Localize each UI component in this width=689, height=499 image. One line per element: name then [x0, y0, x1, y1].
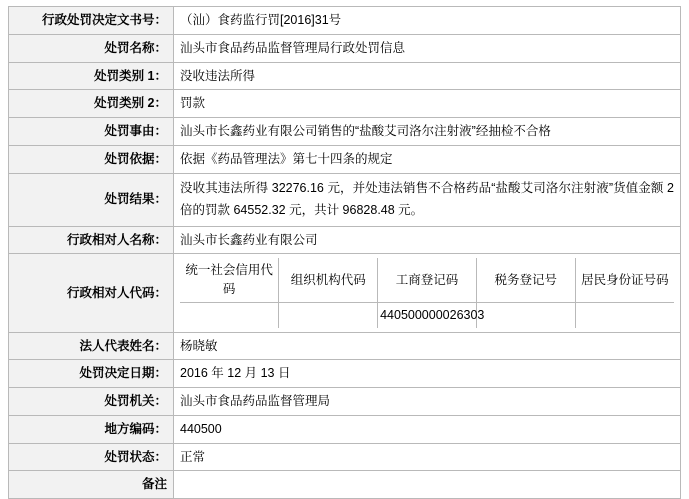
row-value-region-code: 440500	[174, 415, 681, 443]
row-value-penalty-basis: 依据《药品管理法》第七十四条的规定	[174, 145, 681, 173]
row-value-penalty-name: 汕头市食品药品监督管理局行政处罚信息	[174, 34, 681, 62]
penalty-info-table	[8, 6, 681, 499]
codes-value-org-code	[279, 302, 378, 327]
table-row	[9, 471, 681, 499]
table-row	[9, 62, 681, 90]
row-value-legal-rep-name: 杨晓敏	[174, 332, 681, 360]
row-label-penalty-result: 处罚结果：	[9, 173, 174, 226]
codes-header-tax-reg-code: 税务登记号	[476, 258, 575, 302]
row-value-decision-date: 2016 年 12 月 13 日	[174, 360, 681, 388]
row-label-party-codes: 行政相对人代码：	[9, 254, 174, 332]
row-value-penalty-result	[174, 173, 681, 226]
row-label-penalty-status: 处罚状态：	[9, 443, 174, 471]
row-label-decision-date: 处罚决定日期：	[9, 360, 174, 388]
row-value-party-codes	[174, 254, 681, 332]
row-label-party-name: 行政相对人名称：	[9, 226, 174, 254]
row-value-decision-doc-no: （汕）食药监行罚[2016]31号	[174, 7, 681, 35]
row-label-penalty-type-2: 处罚类别 2：	[9, 90, 174, 118]
table-row	[9, 415, 681, 443]
table-row-codes	[9, 254, 681, 332]
row-label-penalty-reason: 处罚事由：	[9, 118, 174, 146]
row-label-penalty-authority: 处罚机关：	[9, 388, 174, 416]
party-codes-table	[180, 258, 674, 327]
table-row	[9, 388, 681, 416]
table-row	[9, 360, 681, 388]
codes-header-org-code: 组织机构代码	[279, 258, 378, 302]
codes-header-row	[180, 258, 674, 302]
row-label-penalty-basis: 处罚依据：	[9, 145, 174, 173]
table-row	[9, 90, 681, 118]
row-value-penalty-status: 正常	[174, 443, 681, 471]
table-row	[9, 226, 681, 254]
codes-value-row	[180, 302, 674, 327]
table-row	[9, 7, 681, 35]
codes-header-business-reg-code: 工商登记码	[378, 258, 477, 302]
row-value-remark	[174, 471, 681, 499]
table-row	[9, 332, 681, 360]
row-label-penalty-name: 处罚名称：	[9, 34, 174, 62]
row-label-decision-doc-no: 行政处罚决定文书号：	[9, 7, 174, 35]
row-value-penalty-type-2: 罚款	[174, 90, 681, 118]
row-value-penalty-type-1: 没收违法所得	[174, 62, 681, 90]
row-label-penalty-type-1: 处罚类别 1：	[9, 62, 174, 90]
table-row	[9, 145, 681, 173]
row-label-legal-rep-name: 法人代表姓名：	[9, 332, 174, 360]
codes-value-business-reg-code: 440500000026303	[378, 302, 477, 327]
codes-value-tax-reg-code	[476, 302, 575, 327]
row-label-region-code: 地方编码：	[9, 415, 174, 443]
row-label-remark: 备注	[9, 471, 174, 499]
codes-header-id-card-no: 居民身份证号码	[575, 258, 674, 302]
codes-value-id-card-no	[575, 302, 674, 327]
row-value-penalty-authority: 汕头市食品药品监督管理局	[174, 388, 681, 416]
table-row	[9, 118, 681, 146]
row-value-party-name: 汕头市长鑫药业有限公司	[174, 226, 681, 254]
row-value-penalty-reason: 汕头市长鑫药业有限公司销售的“盐酸艾司洛尔注射液”经抽检不合格	[174, 118, 681, 146]
table-row	[9, 34, 681, 62]
codes-header-credit-code: 统一社会信用代码	[180, 258, 279, 302]
table-row	[9, 173, 681, 226]
codes-value-credit-code	[180, 302, 279, 327]
penalty-result-text: 没收其违法所得 32276.16 元，并处违法销售不合格药品“盐酸艾司洛尔注射液”货值金额 2 倍的罚款 64552.32 元，共计 96828.48 元。	[180, 181, 674, 217]
table-row	[9, 443, 681, 471]
